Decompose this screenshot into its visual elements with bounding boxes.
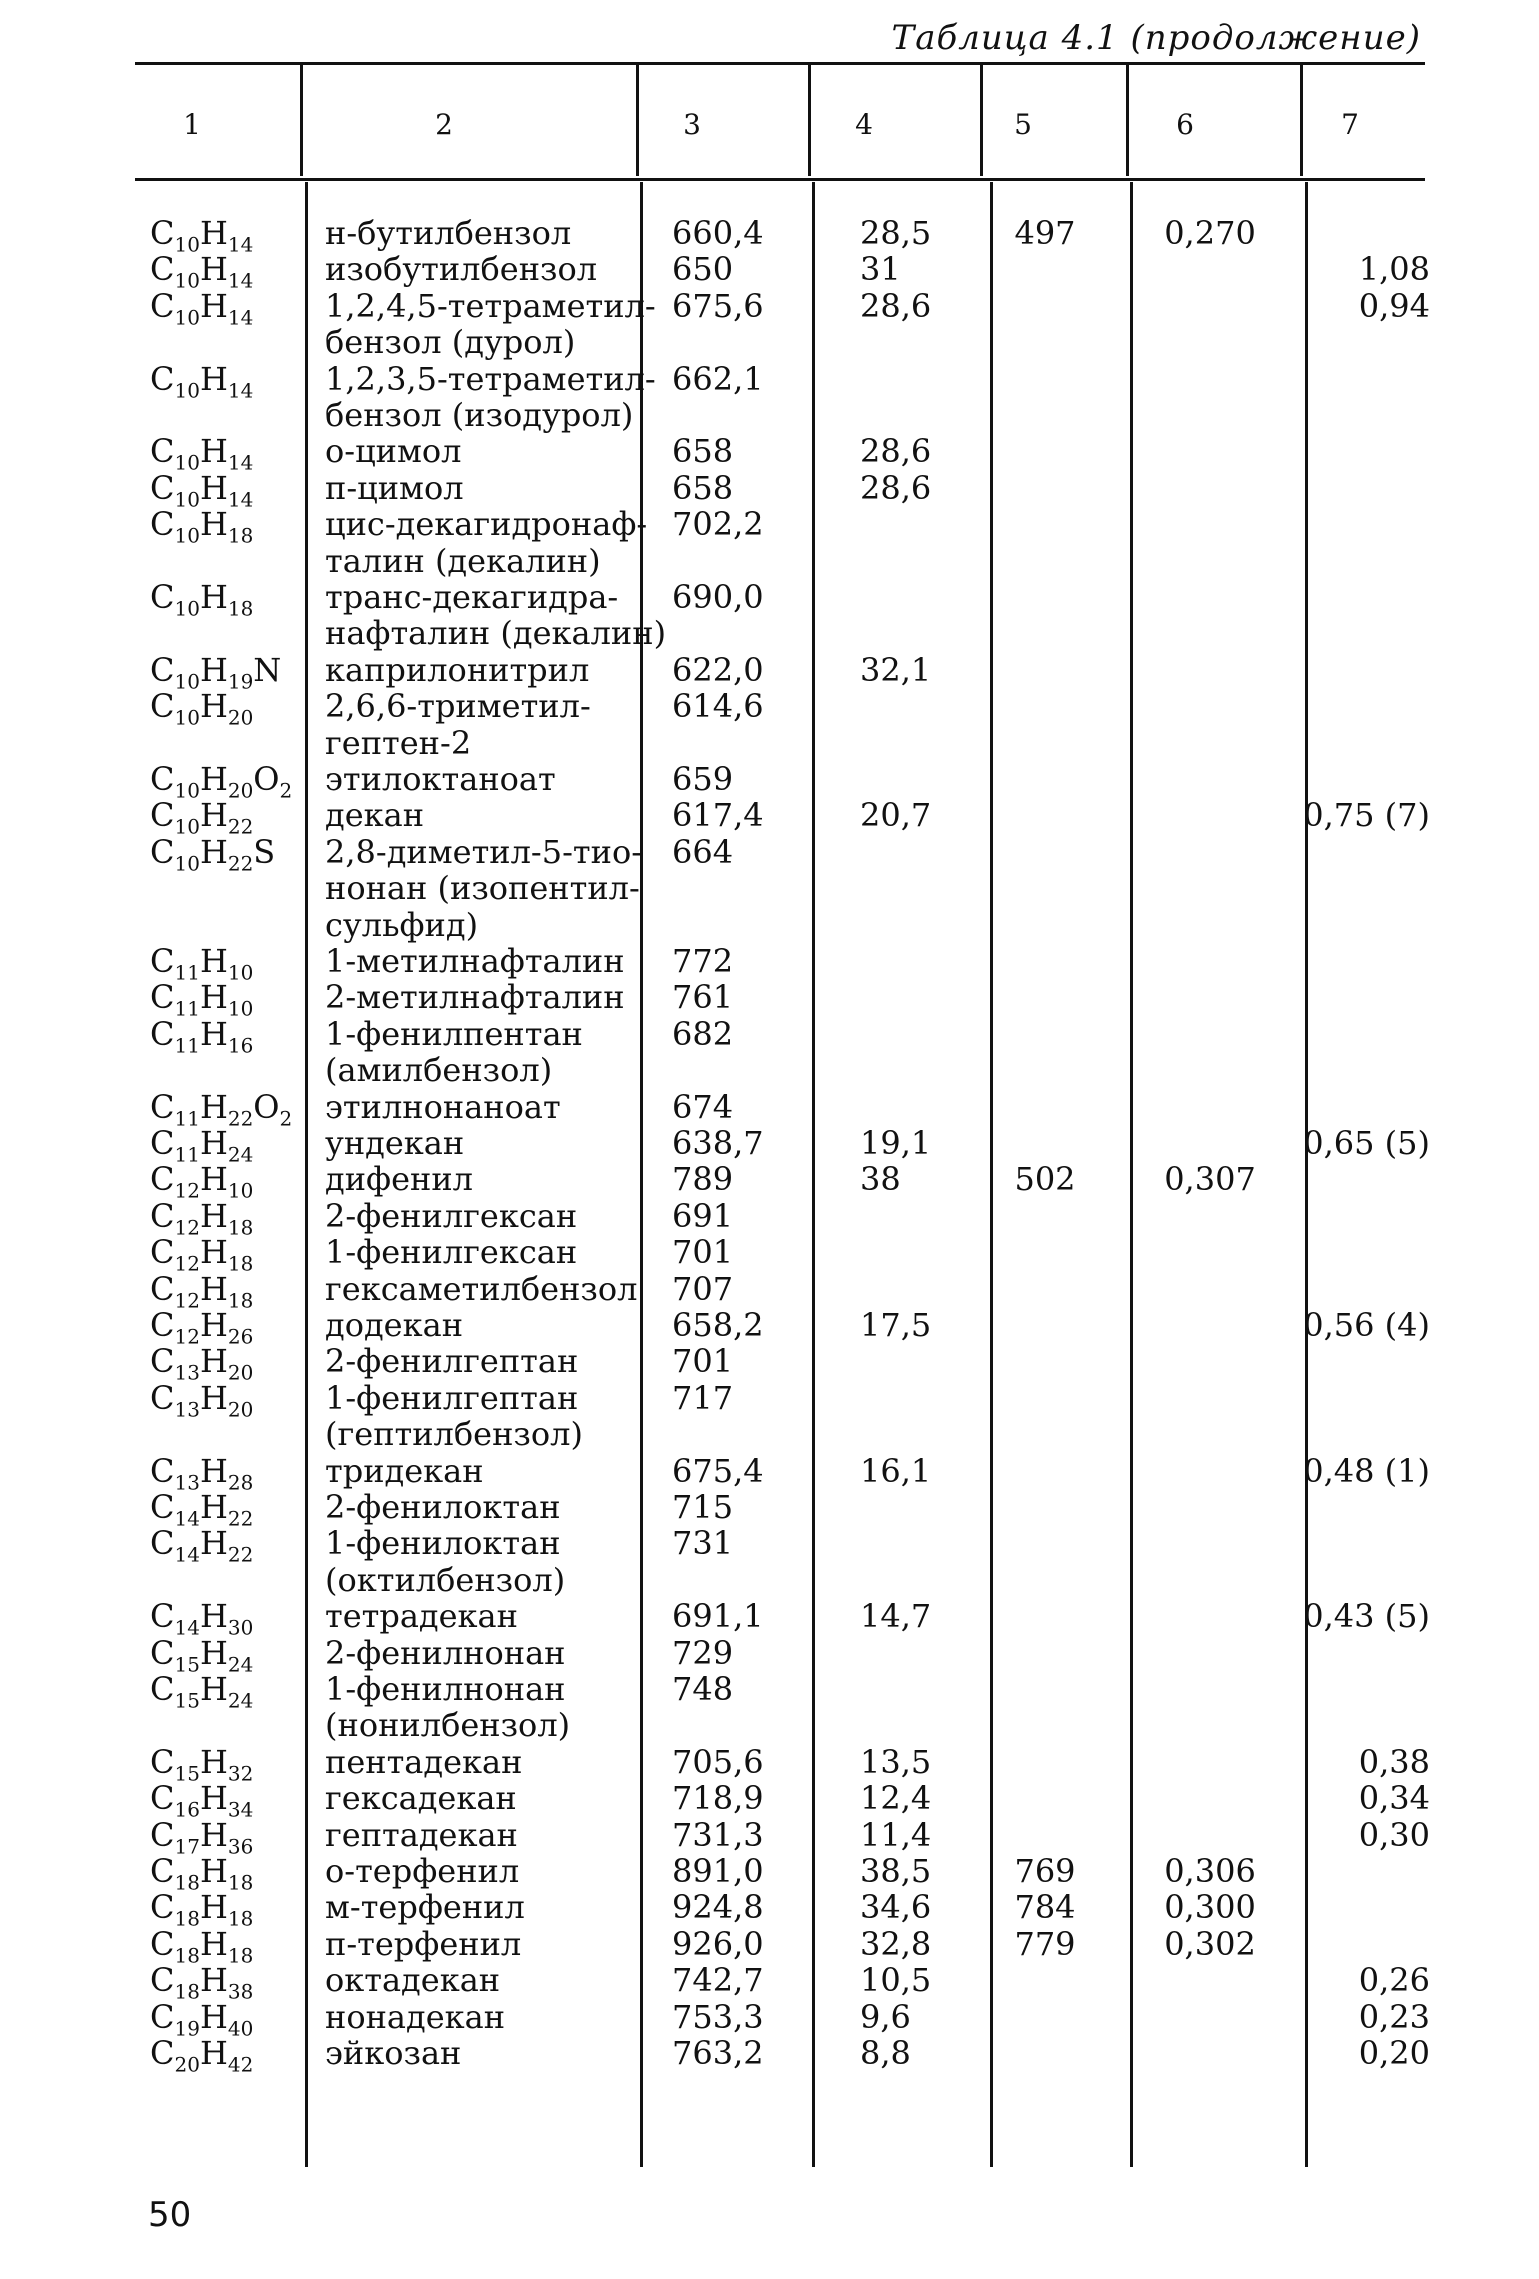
col7-cell: 0,34 [1358,1779,1430,1817]
table-row [0,1124,1539,1167]
column-header: 5 [1014,108,1032,141]
col4-cell: 38 [860,1160,901,1198]
name-cell: 2,6,6-триметил- [325,687,591,725]
table-row [0,1052,1539,1088]
col3-cell: 658 [672,469,734,507]
col7-cell: 0,26 [1358,1961,1430,1999]
col4-cell: 28,6 [860,287,932,325]
name-cell: н-бутилбензол [325,214,572,252]
name-cell: 2-фенилнонан [325,1634,566,1672]
name-cell: нафталин (декалин) [325,614,667,652]
name-cell: гептадекан [325,1816,518,1854]
name-cell: 2-фенилгексан [325,1197,578,1235]
name-cell: о-терфенил [325,1852,520,1890]
name-cell: п-цимол [325,469,464,507]
table-row [0,1634,1539,1677]
col4-cell: 32,8 [860,1925,932,1963]
table-row [0,1197,1539,1240]
table-row [0,1270,1539,1313]
name-cell: бензол (изодурол) [325,396,634,434]
formula-cell: $C_{12}H_{18}$ [150,1270,254,1313]
formula-cell: $C_{10}H_{14}$ [150,250,254,293]
table-row [0,1488,1539,1531]
col3-cell: 748 [672,1670,734,1708]
table-row [0,1160,1539,1203]
formula-cell: $C_{11}H_{22}O_2$ [150,1088,293,1131]
col4-cell: 28,6 [860,432,932,470]
col7-cell: 0,56 (4) [1303,1306,1430,1344]
name-cell: 2-фенилоктан [325,1488,561,1526]
column-divider [808,64,811,176]
col4-cell: 8,8 [860,2034,911,2072]
name-cell: гексадекан [325,1779,517,1817]
table-row [0,1379,1539,1422]
table-row [0,833,1539,876]
table-row [0,1779,1539,1822]
col3-cell: 658,2 [672,1306,764,1344]
formula-cell: $C_{15}H_{32}$ [150,1743,254,1786]
table-row [0,1233,1539,1276]
col3-cell: 761 [672,978,734,1016]
table-row [0,1562,1539,1598]
name-cell: 2-метилнафталин [325,978,625,1016]
name-cell: п-терфенил [325,1925,522,1963]
name-cell: о-цимол [325,432,462,470]
col7-cell: 1,08 [1358,250,1430,288]
col4-cell: 10,5 [860,1961,932,1999]
formula-cell: $C_{11}H_{24}$ [150,1124,254,1167]
column-header: 6 [1176,108,1194,141]
formula-cell: $C_{10}H_{14}$ [150,214,254,257]
col3-cell: 701 [672,1342,734,1380]
col3-cell: 675,4 [672,1452,764,1490]
table-row [0,1998,1539,2041]
table-row [0,1015,1539,1058]
col3-cell: 664 [672,833,734,871]
column-header: 1 [183,108,201,141]
name-cell: 2-фенилгептан [325,1342,579,1380]
formula-cell: $C_{12}H_{10}$ [150,1160,254,1203]
col3-cell: 658 [672,432,734,470]
table-row [0,1306,1539,1349]
name-cell: талин (декалин) [325,542,601,580]
col4-cell: 13,5 [860,1743,932,1781]
col7-cell: 0,94 [1358,287,1430,325]
table-row [0,1707,1539,1743]
col3-cell: 674 [672,1088,734,1126]
col5-cell: 502 [1014,1160,1076,1198]
col3-cell: 715 [672,1488,734,1526]
formula-cell: $C_{18}H_{18}$ [150,1925,254,1968]
name-cell: 2,8-диметил-5-тио- [325,833,643,871]
formula-cell: $C_{14}H_{30}$ [150,1597,254,1640]
name-cell: гептен-2 [325,724,472,762]
col4-cell: 20,7 [860,796,932,834]
table-row [0,432,1539,475]
col5-cell: 769 [1014,1852,1076,1890]
col7-cell: 0,48 (1) [1303,1452,1430,1490]
formula-cell: $C_{19}H_{40}$ [150,1998,254,2041]
col7-cell: 0,65 (5) [1303,1124,1430,1162]
formula-cell: $C_{10}H_{14}$ [150,469,254,512]
col6-cell: 0,306 [1164,1852,1256,1890]
name-cell: тетрадекан [325,1597,518,1635]
formula-cell: $C_{10}H_{18}$ [150,578,254,621]
column-header: 7 [1341,108,1359,141]
column-divider [980,64,983,176]
formula-cell: $C_{12}H_{18}$ [150,1197,254,1240]
col3-cell: 718,9 [672,1779,764,1817]
col7-cell: 0,23 [1358,1998,1430,2036]
table-row [0,505,1539,548]
name-cell: 1-метилнафталин [325,942,625,980]
col4-cell: 12,4 [860,1779,932,1817]
name-cell: 1-фенилпентан [325,1015,583,1053]
formula-cell: $C_{10}H_{22}$ [150,796,254,839]
table-row [0,1416,1539,1452]
col5-cell: 784 [1014,1888,1076,1926]
formula-cell: $C_{10}H_{14}$ [150,360,254,403]
table-row [0,870,1539,906]
name-cell: дифенил [325,1160,473,1198]
column-header: 2 [435,108,453,141]
formula-cell: $C_{18}H_{18}$ [150,1888,254,1931]
table-row [0,725,1539,761]
col3-cell: 707 [672,1270,734,1308]
table-row [0,1342,1539,1385]
table-row [0,214,1539,257]
col3-cell: 705,6 [672,1743,764,1781]
table-row [0,1452,1539,1495]
name-cell: транс-декагидра- [325,578,619,616]
col3-cell: 662,1 [672,360,764,398]
name-cell: декан [325,796,425,834]
formula-cell: $C_{10}H_{14}$ [150,287,254,330]
name-cell: 1-фенилнонан [325,1670,566,1708]
col4-cell: 38,5 [860,1852,932,1890]
col3-cell: 729 [672,1634,734,1672]
col3-cell: 731 [672,1524,734,1562]
name-cell: эйкозан [325,2034,462,2072]
name-cell: каприлонитрил [325,651,590,689]
formula-cell: $C_{13}H_{20}$ [150,1379,254,1422]
column-header: 3 [683,108,701,141]
formula-cell: $C_{10}H_{14}$ [150,432,254,475]
col3-cell: 638,7 [672,1124,764,1162]
name-cell: 1-фенилгексан [325,1233,578,1271]
name-cell: (гептилбензол) [325,1415,583,1453]
table-row [0,469,1539,512]
formula-cell: $C_{13}H_{20}$ [150,1342,254,1385]
name-cell: сульфид) [325,906,479,944]
col4-cell: 34,6 [860,1888,932,1926]
name-cell: этилоктаноат [325,760,556,798]
column-header: 4 [855,108,873,141]
col3-cell: 682 [672,1015,734,1053]
table-row [0,760,1539,803]
col4-cell: 32,1 [860,651,932,689]
formula-cell: $C_{12}H_{18}$ [150,1233,254,1276]
col3-cell: 891,0 [672,1852,764,1890]
col3-cell: 660,4 [672,214,764,252]
col3-cell: 753,3 [672,1998,764,2036]
formula-cell: $C_{12}H_{26}$ [150,1306,254,1349]
col3-cell: 614,6 [672,687,764,725]
col3-cell: 702,2 [672,505,764,543]
table-row [0,1670,1539,1713]
col3-cell: 691,1 [672,1597,764,1635]
formula-cell: $C_{10}H_{20}$ [150,687,254,730]
formula-cell: $C_{14}H_{22}$ [150,1488,254,1531]
col3-cell: 659 [672,760,734,798]
formula-cell: $C_{10}H_{22}S$ [150,833,276,876]
name-cell: нонан (изопентил- [325,869,640,907]
table-row [0,287,1539,330]
column-divider [1126,64,1129,176]
formula-cell: $C_{11}H_{16}$ [150,1015,254,1058]
table-row [0,942,1539,985]
table-row [0,578,1539,621]
col6-cell: 0,302 [1164,1925,1256,1963]
name-cell: (нонилбензол) [325,1706,571,1744]
table-row [0,1088,1539,1131]
col3-cell: 763,2 [672,2034,764,2072]
col7-cell: 0,43 (5) [1303,1597,1430,1635]
col3-cell: 701 [672,1233,734,1271]
formula-cell: $C_{18}H_{18}$ [150,1852,254,1895]
formula-cell: $C_{11}H_{10}$ [150,942,254,985]
col6-cell: 0,300 [1164,1888,1256,1926]
column-divider [636,64,639,176]
formula-cell: $C_{10}H_{19}N$ [150,651,282,694]
table-row [0,1961,1539,2004]
table-row [0,397,1539,433]
table-row [0,978,1539,1021]
col7-cell: 0,20 [1358,2034,1430,2072]
header-rule [135,178,1425,181]
col4-cell: 11,4 [860,1816,932,1854]
name-cell: тридекан [325,1452,484,1490]
formula-cell: $C_{15}H_{24}$ [150,1634,254,1677]
formula-cell: $C_{20}H_{42}$ [150,2034,254,2077]
formula-cell: $C_{10}H_{20}O_2$ [150,760,293,803]
formula-cell: $C_{17}H_{36}$ [150,1816,254,1859]
name-cell: пентадекан [325,1743,523,1781]
col3-cell: 690,0 [672,578,764,616]
table-row [0,651,1539,694]
formula-cell: $C_{18}H_{38}$ [150,1961,254,2004]
col3-cell: 742,7 [672,1961,764,1999]
name-cell: (амилбензол) [325,1051,553,1089]
col3-cell: 924,8 [672,1888,764,1926]
name-cell: изобутилбензол [325,250,598,288]
col4-cell: 16,1 [860,1452,932,1490]
name-cell: 1,2,3,5-тетраметил- [325,360,656,398]
col4-cell: 28,5 [860,214,932,252]
table-row [0,1816,1539,1859]
page-number: 50 [148,2195,192,2235]
col3-cell: 650 [672,250,734,288]
name-cell: нонадекан [325,1998,506,2036]
name-cell: цис-декагидронаф- [325,505,648,543]
col6-cell: 0,307 [1164,1160,1256,1198]
col4-cell: 31 [860,250,901,288]
formula-cell: $C_{14}H_{22}$ [150,1524,254,1567]
name-cell: 1-фенилоктан [325,1524,561,1562]
name-cell: бензол (дурол) [325,323,576,361]
col5-cell: 779 [1014,1925,1076,1963]
table-row [0,687,1539,730]
name-cell: этилнонаноат [325,1088,561,1126]
col4-cell: 14,7 [860,1597,932,1635]
name-cell: 1-фенилгептан [325,1379,579,1417]
col4-cell: 28,6 [860,469,932,507]
formula-cell: $C_{16}H_{34}$ [150,1779,254,1822]
col4-cell: 9,6 [860,1998,911,2036]
col4-cell: 17,5 [860,1306,932,1344]
col3-cell: 731,3 [672,1816,764,1854]
col7-cell: 0,38 [1358,1743,1430,1781]
table-row [0,324,1539,360]
name-cell: (октилбензол) [325,1561,566,1599]
table-row [0,1597,1539,1640]
col3-cell: 691 [672,1197,734,1235]
col5-cell: 497 [1014,214,1076,252]
col3-cell: 926,0 [672,1925,764,1963]
table-row [0,360,1539,403]
table-row [0,1925,1539,1968]
table-caption: Таблица 4.1 (продолжение) [891,18,1421,58]
table-row [0,1852,1539,1895]
table-row [0,615,1539,651]
formula-cell: $C_{15}H_{24}$ [150,1670,254,1713]
table-row [0,250,1539,293]
table-row [0,543,1539,579]
col3-cell: 717 [672,1379,734,1417]
name-cell: 1,2,4,5-тетраметил- [325,287,656,325]
formula-cell: $C_{13}H_{28}$ [150,1452,254,1495]
column-divider [300,64,303,176]
table-row [0,1524,1539,1567]
column-divider [1300,64,1303,176]
top-rule [135,62,1425,65]
col3-cell: 622,0 [672,651,764,689]
col3-cell: 617,4 [672,796,764,834]
col3-cell: 675,6 [672,287,764,325]
name-cell: додекан [325,1306,464,1344]
table-row [0,907,1539,943]
col7-cell: 0,30 [1358,1816,1430,1854]
name-cell: м-терфенил [325,1888,525,1926]
col7-cell: 0,75 (7) [1303,796,1430,834]
formula-cell: $C_{11}H_{10}$ [150,978,254,1021]
col3-cell: 789 [672,1160,734,1198]
col3-cell: 772 [672,942,734,980]
formula-cell: $C_{10}H_{18}$ [150,505,254,548]
table-row [0,1888,1539,1931]
name-cell: ундекан [325,1124,465,1162]
table-row [0,796,1539,839]
name-cell: октадекан [325,1961,501,1999]
col4-cell: 19,1 [860,1124,932,1162]
table-row [0,1743,1539,1786]
table-row [0,2034,1539,2077]
name-cell: гексаметилбензол [325,1270,638,1308]
col6-cell: 0,270 [1164,214,1256,252]
